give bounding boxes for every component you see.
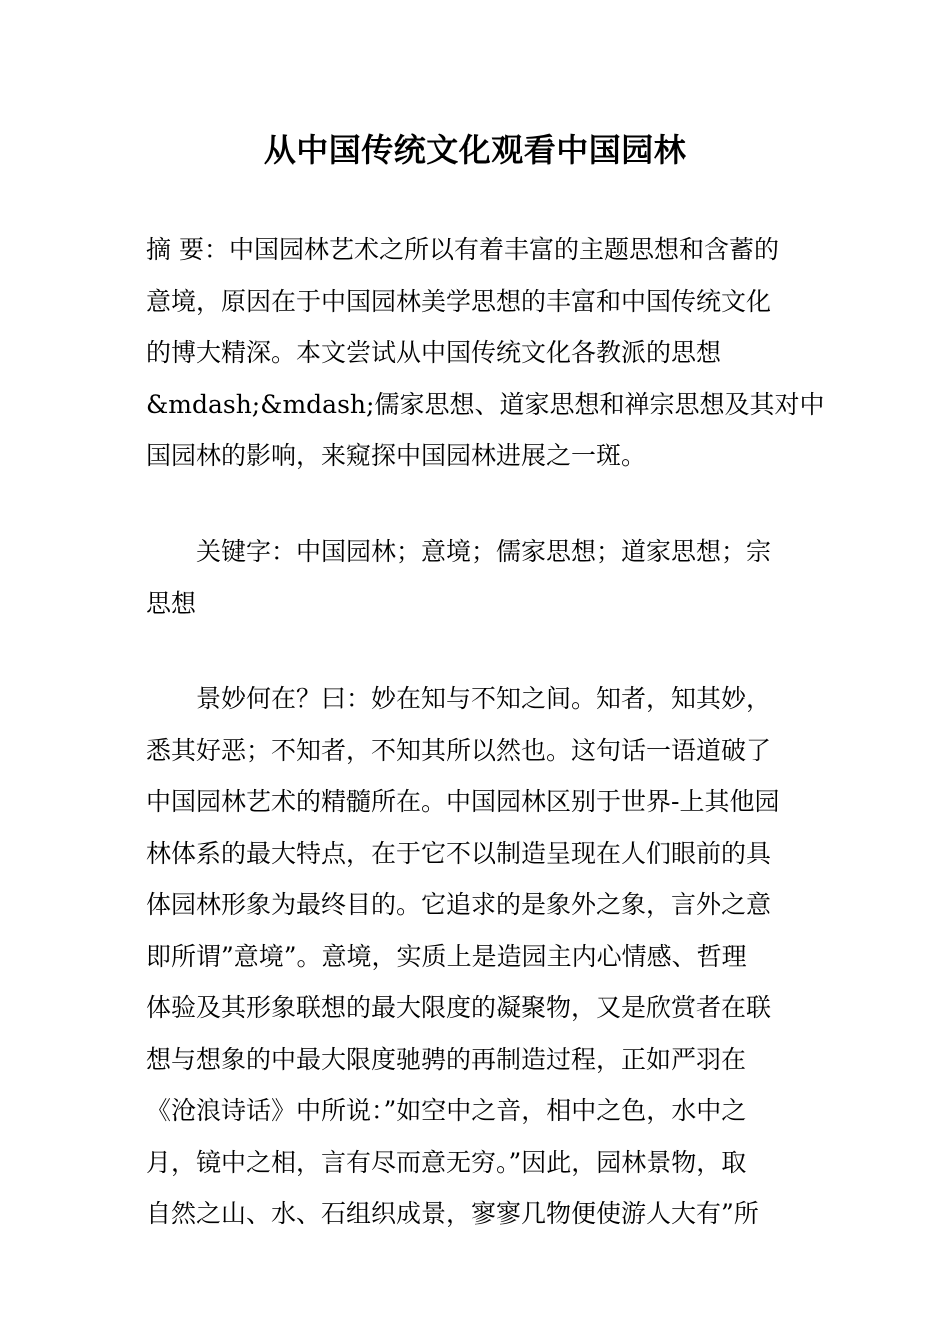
body-line: 林体系的最大特点，在于它不以制造呈现在人们眼前的具 xyxy=(146,838,772,868)
keywords-paragraph xyxy=(146,526,808,629)
abstract-line: 国园林的影响，来窥探中国园林进展之一斑。 xyxy=(146,441,647,470)
abstract-paragraph xyxy=(146,224,825,482)
body-line: 《沧浪诗话》中所说：”如空中之音，相中之色，水中之 xyxy=(146,1096,747,1125)
abstract-line: 的博大精深。本文尝试从中国传统文化各教派的思想 xyxy=(146,338,722,367)
abstract-line: 摘 要：中国园林艺术之所以有着丰富的主题思想和含蓄的 xyxy=(146,235,779,264)
document-title: 从中国传统文化观看中国园林 xyxy=(263,131,687,169)
abstract-line: &mdash;&mdash;儒家思想、道家思想和禅宗思想及其对中 xyxy=(146,389,825,419)
body-line: 体园林形象为最终目的。它追求的是象外之象，言外之意 xyxy=(146,890,772,919)
body-line: 景妙何在？曰：妙在知与不知之间。知者，知其妙， xyxy=(196,684,772,713)
keywords-line: 关键字：中国园林；意境；儒家思想；道家思想；宗 xyxy=(196,537,772,566)
body-line: 悉其好恶；不知者，不知其所以然也。这句话一语道破了 xyxy=(146,735,772,765)
body-line: 体验及其形象联想的最大限度的凝聚物，又是欣赏者在联 xyxy=(146,993,772,1022)
body-line: 想与想象的中最大限度驰骋的再制造过程，正如严羽在 xyxy=(146,1044,747,1074)
body-line: 即所谓”意境”。意境，实质上是造园主内心情感、哲理 xyxy=(146,941,747,971)
keywords-line: 思想 xyxy=(146,588,197,618)
body-paragraph xyxy=(146,673,808,1240)
body-line: 中国园林艺术的精髓所在。中国园林区别于世界-上其他园 xyxy=(146,787,780,816)
body-line: 月，镜中之相，言有尽而意无穷。”因此，园林景物，取 xyxy=(146,1147,747,1177)
body-line: 自然之山、水、石组织成景，寥寥几物便使游人大有”所 xyxy=(146,1199,759,1228)
abstract-line: 意境，原因在于中国园林美学思想的丰富和中国传统文化 xyxy=(146,286,772,316)
